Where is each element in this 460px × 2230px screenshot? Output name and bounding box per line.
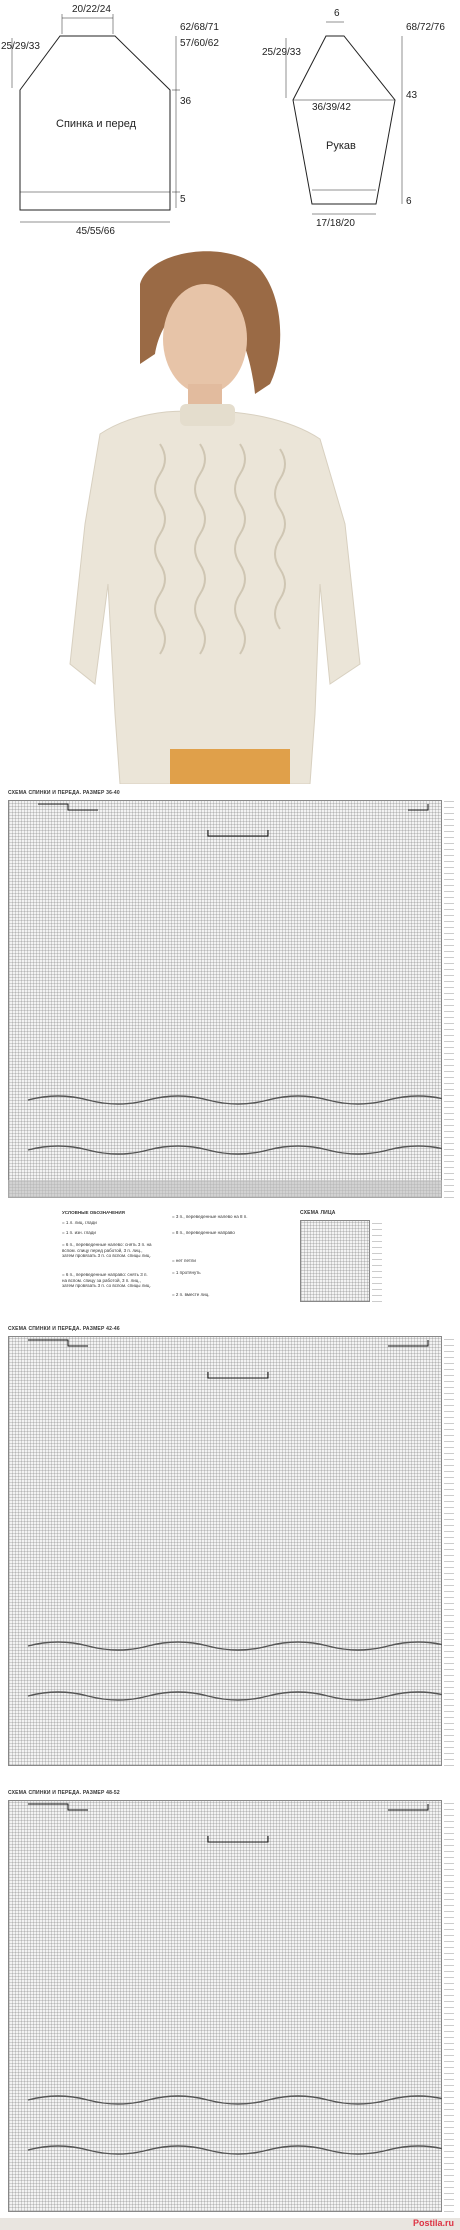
legend-item-3: = 6 п., переведенные налево: снять 3 п. на вспом. спицу перед работой, 3 п. лиц., затем провязать 3 п. со вспом. спицы лиц. xyxy=(62,1242,152,1258)
total-length-label: 62/68/71 xyxy=(180,22,219,33)
chart-1-title: СХЕМА СПИНКИ И ПЕРЕДА. РАЗМЕР 36-40 xyxy=(8,790,120,796)
sleeve-outline xyxy=(240,0,460,240)
sleeve-chart-grid xyxy=(300,1220,370,1302)
sleeve-chart-row-numbers xyxy=(372,1220,382,1302)
footer-bar xyxy=(0,2218,460,2230)
legend-item-2: = 1 п. изн. глади xyxy=(62,1230,96,1235)
chart-2-shaping xyxy=(8,1336,442,1766)
brand-logo[interactable]: Postila.ru xyxy=(412,2218,454,2228)
body-length-label: 36 xyxy=(180,96,192,107)
legend-item-8: = 1 протянуть xyxy=(172,1270,201,1275)
chart-3-title: СХЕМА СПИНКИ И ПЕРЕДА. РАЗМЕР 48-52 xyxy=(8,1790,120,1796)
sleeve-raglan-depth-label: 25/29/33 xyxy=(262,47,301,58)
legend-item-9: = 2 п. вместе лиц. xyxy=(172,1292,210,1297)
chart-3-row-numbers xyxy=(444,1800,454,2212)
legend-item-4: = 6 п., переведенные направо: снять 3 п. на вспом. спицу за работой, 3 п. лиц., затем провязать 3 п. со вспом. спицы лиц. xyxy=(62,1272,151,1288)
raglan-length-label: 57/60/62 xyxy=(180,38,219,49)
chart-3-shaping xyxy=(8,1800,442,2212)
legend-item-7: = нет петли xyxy=(172,1258,196,1263)
rib-height-label: 5 xyxy=(180,194,186,205)
sleeve-upper-width-label: 36/39/42 xyxy=(312,102,351,113)
legend-title: УСЛОВНЫЕ ОБОЗНАЧЕНИЯ xyxy=(62,1210,125,1215)
neck-width-label: 20/22/24 xyxy=(72,4,111,15)
chart-1-shaping xyxy=(8,800,442,1198)
chart-2-row-numbers xyxy=(444,1336,454,1766)
back-front-title: Спинка и перед xyxy=(56,118,137,130)
sleeve-total-length-label: 68/72/76 xyxy=(406,22,445,33)
sleeve-top-width-label: 6 xyxy=(334,8,340,19)
sleeve-chart-title: СХЕМА ЛИЦА xyxy=(300,1210,336,1216)
sleeve-cuff-label: 6 xyxy=(406,196,412,207)
model-photo xyxy=(0,244,460,784)
legend-item-5: = 3 п., переведенные налево на 8 п. xyxy=(172,1214,248,1219)
sleeve-title: Рукав xyxy=(326,140,356,152)
sleeve-length-label: 43 xyxy=(406,90,418,101)
width-label: 45/55/66 xyxy=(76,226,115,237)
sleeve-lower-width-label: 17/18/20 xyxy=(316,218,355,229)
chart-1-row-numbers xyxy=(444,800,454,1198)
legend-item-1: = 1 л. лиц. глади xyxy=(62,1220,97,1225)
legend-item-6: = 8 п., переведенные направо xyxy=(172,1230,235,1235)
chart-2-title: СХЕМА СПИНКИ И ПЕРЕДА. РАЗМЕР 42-46 xyxy=(8,1326,120,1332)
neck-depth-label: 25/29/33 xyxy=(1,41,40,52)
